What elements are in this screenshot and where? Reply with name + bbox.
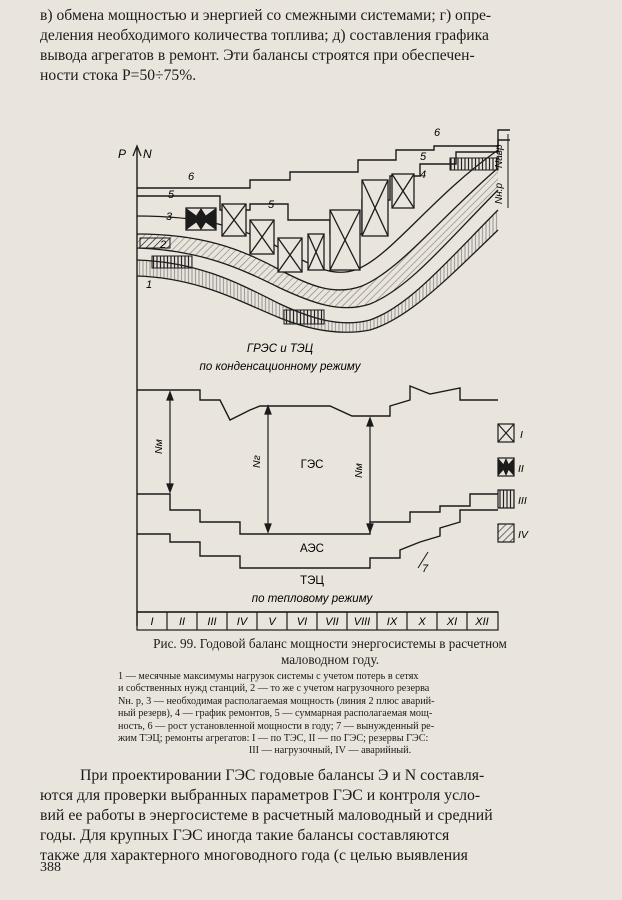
month-label: X (418, 616, 426, 628)
zone-gres: ГРЭС и ТЭЦ (246, 343, 314, 355)
curve-label: 1 (146, 279, 153, 291)
month-strip (137, 612, 498, 630)
n-avr-label: Nавр (494, 144, 505, 168)
curve-label: 7 (422, 563, 429, 575)
figure-legend (118, 671, 542, 758)
month-labels (150, 616, 488, 628)
legend-label: III (518, 495, 527, 507)
curve-label: 5 (168, 189, 175, 201)
month-label: XII (475, 616, 489, 628)
caption-line: маловодном году. (280, 652, 380, 667)
legend-line: ный резерв), 4 — график ремонтов, 5 — суммарная располагаемая мощ- (118, 708, 433, 720)
bottom-paragraph (40, 766, 596, 866)
dimension-arrows (167, 392, 373, 532)
zone-tec-sub: по тепловому режиму (251, 593, 373, 605)
curve-label: 6 (188, 171, 195, 183)
month-label: IX (386, 616, 398, 628)
legend-label: II (518, 463, 524, 475)
nm-left-label: Nм (153, 439, 165, 454)
curve-label: 5 (420, 151, 427, 163)
ges-repair-block (186, 208, 216, 230)
legend-line: 1 — месячные максимумы нагрузок системы с учетом потерь в сетях (118, 671, 419, 682)
legend-line: III — нагрузочный, IV — аварийный. (248, 745, 412, 757)
text-line: в) обмена мощностью и энергией со смежными системами; г) опре- (40, 7, 492, 24)
nm-right-label: Nм (353, 463, 365, 478)
legend-label: I (520, 429, 523, 441)
legend-line: Nн. р, 3 — необходимая располагаемая мощность (линия 2 плюс аварий- (118, 695, 435, 707)
legend-line: жим ТЭЦ; ремонты агрегатов: I — по ТЭС, II — по ГЭС; резервы ГЭС: (118, 733, 429, 745)
legend-label: IV (518, 529, 528, 541)
text-line: ности стока P=50÷75%. (40, 67, 197, 84)
legend-line: и собственных нужд станций, 2 — то же с учетом нагрузочного резерва (118, 683, 430, 695)
zone-gres-sub: по конденсационному режиму (199, 361, 361, 373)
top-paragraph (40, 6, 596, 86)
text-line: годы. Для крупных ГЭС иногда такие балансы составляются (40, 827, 450, 844)
month-label: II (178, 616, 186, 628)
zone-tec: ТЭЦ (300, 575, 324, 587)
month-label: VI (296, 616, 308, 628)
aux-band-right (450, 158, 498, 170)
month-label: XI (446, 616, 458, 628)
legend-key-i (498, 424, 523, 442)
caption-line: Рис. 99. Годовой баланс мощности энергосистемы в расчетном (153, 636, 507, 651)
month-label: IV (236, 616, 248, 628)
n-nr-label: Nн.р (494, 182, 505, 204)
month-label: VIII (353, 616, 371, 628)
legend-line: ность, 6 — рост установленной мощности в году; 7 — вынужденный ре- (118, 720, 435, 732)
curve-label: 6 (434, 127, 441, 139)
curve-label: 2 (160, 239, 167, 251)
axis-p-label: P (118, 147, 127, 161)
ges-top-line (137, 386, 498, 420)
aux-band-mid (284, 310, 324, 324)
text-line: также для характерного многоводного года (с целью выявления (40, 847, 468, 864)
legend-key-iii (498, 490, 527, 508)
legend-key-ii (498, 458, 524, 476)
text-line: ются для проверки выбранных параметров ГЭС и контроля усло- (40, 787, 481, 804)
month-label: III (207, 616, 217, 628)
curve-label: 5 (268, 199, 275, 211)
month-label: I (150, 616, 154, 628)
text-line: деления необходимого количества топлива; д) составления графика (40, 27, 489, 44)
page-number: 388 (40, 860, 61, 875)
text-line: вывода агрегатов в ремонт. Эти балансы строятся при обеспечен- (40, 47, 475, 64)
zone-ges: ГЭС (300, 459, 324, 471)
figure-caption (110, 636, 550, 668)
aes-top-line (137, 494, 498, 534)
tec-top-line (137, 510, 498, 568)
text-line: При проектировании ГЭС годовые балансы Э и N составля- (80, 767, 485, 784)
curve-label: 4 (420, 169, 427, 181)
aux-band-left (152, 256, 192, 268)
legend-key-iv (498, 524, 529, 542)
text-line: вий ее работы в энергосистеме в расчетный маловодный и средний (40, 807, 493, 824)
power-balance-figure (100, 127, 528, 634)
ng-label: Nг (251, 455, 263, 468)
axis-n-label: N (143, 147, 152, 161)
month-label: VII (325, 616, 339, 628)
month-label: V (268, 616, 276, 628)
zone-aes: АЭС (300, 543, 324, 555)
curve-label: 3 (166, 211, 173, 223)
